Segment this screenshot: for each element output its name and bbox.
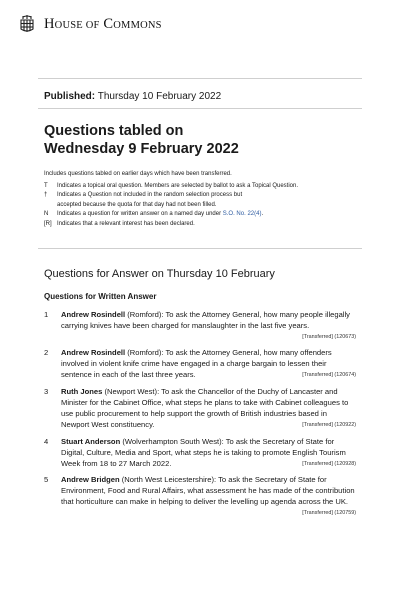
subsection-title: Questions for Written Answer [44, 292, 157, 301]
question-ref: [Transferred] (120928) [302, 461, 356, 467]
question-number: 3 [44, 387, 49, 396]
divider-top [38, 78, 362, 79]
question-ref: [Transferred] (120673) [302, 334, 356, 340]
question-number: 4 [44, 437, 49, 446]
note-dagger-continued: accepted because the quota for that day had not been filled. [57, 201, 217, 208]
published-label: Published: [44, 91, 96, 102]
note-named-day: N Indicates a question for written answer on a named day under S.O. No. 22(4). [44, 211, 264, 218]
standing-order-link[interactable]: S.O. No. 22(4) [222, 211, 262, 218]
note-topical: T Indicates a topical oral question. Members are selected by ballot to ask a Topical Question. [44, 182, 299, 189]
published-line [44, 91, 221, 102]
house-title: HOUSE OF COMMONS [44, 15, 162, 32]
question-ref: [Transferred] (120922) [302, 422, 356, 428]
question-ref: [Transferred] (120759) [302, 510, 356, 516]
question-number: 5 [44, 475, 49, 484]
page-title: Questions tabled on Wednesday 9 February 2022 [44, 123, 239, 157]
house-header [18, 14, 162, 34]
question-ref: [Transferred] (120674) [302, 372, 356, 378]
notes-legend [44, 170, 364, 230]
member-name: Andrew Rosindell [61, 310, 126, 319]
divider-3 [38, 248, 362, 249]
divider-2 [38, 108, 362, 109]
question-number: 2 [44, 348, 49, 357]
member-name: Stuart Anderson [61, 437, 121, 446]
note-dagger: † Indicates a Question not included in the random selection process but [44, 192, 243, 199]
note-relevant-interest: [R] Indicates that a relevant interest has been declared. [44, 220, 195, 227]
member-name: Ruth Jones [61, 387, 103, 396]
member-name: Andrew Rosindell [61, 348, 126, 357]
section-title: Questions for Answer on Thursday 10 February [44, 268, 275, 280]
question-number: 1 [44, 310, 49, 319]
portcullis-icon [18, 14, 36, 34]
notes-intro: Includes questions tabled on earlier days which have been transferred. [44, 171, 232, 177]
member-name: Andrew Bridgen [61, 475, 120, 484]
published-date: Thursday 10 February 2022 [95, 91, 222, 102]
